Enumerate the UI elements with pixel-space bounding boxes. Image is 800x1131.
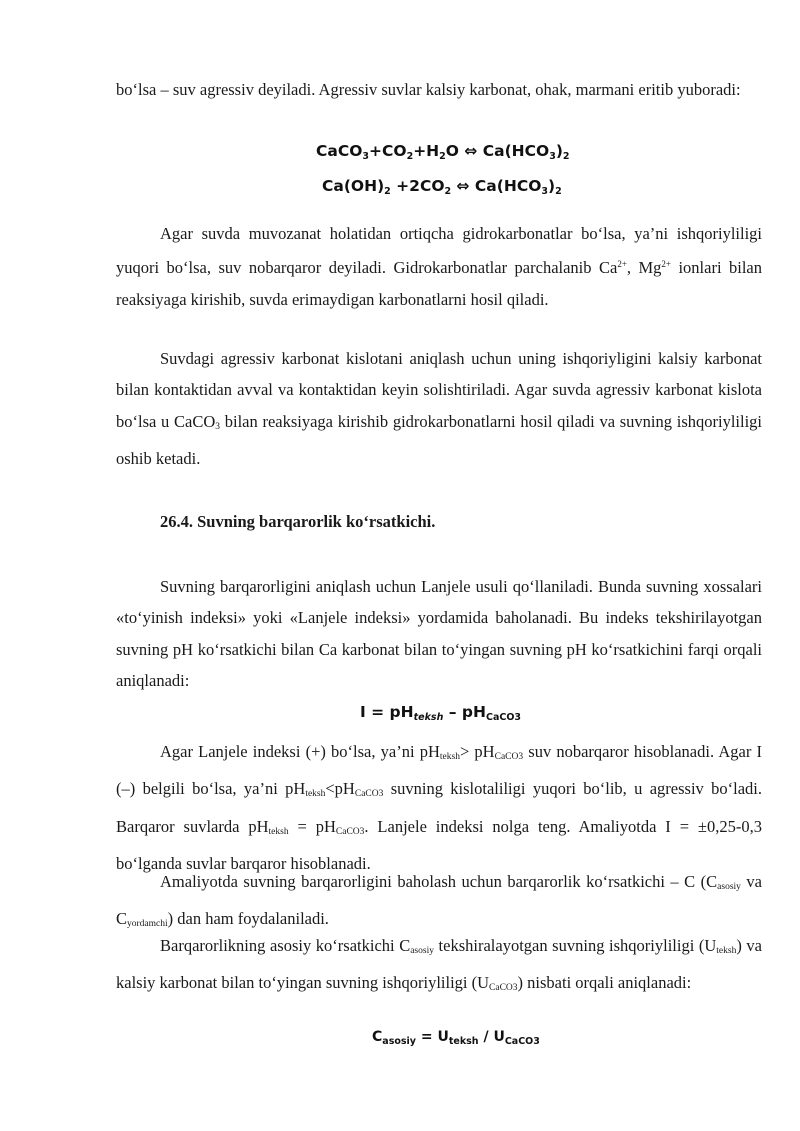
equation-caco3-dissolution: $CaCO_3+CO_2+H_2O$ ⇔ $Ca(HCO_3)_2$ [316, 142, 570, 162]
equation-caoh2-reaction: $Ca(OH)_2 +2CO_2$ ⇔ $Ca(HCO_3)_2$ [322, 177, 562, 197]
paragraph-6: Amaliyotda suvning barqarorligini baholash uchun barqarorlik ko‘rsatkichi – C ($C_{asosiy}$ va $C_{yordamchi}$) dan ham foydalaniladi. [116, 872, 762, 930]
paragraph-2: Agar suvda muvozanat holatidan ortiqcha gidrokarbonatlar bo‘lsa, ya’ni ishqoriyliligi yuqori bo‘lsa, suv nobarqaror deyiladi. Gidrokarbonatlar parchalanib $Ca^{2+}$, $Mg^{2+}$ ionlari bilan reaksiyaga kirishib, suvda erimaydigan karbonatlarni hosil qiladi. [116, 224, 763, 309]
section-heading: 26.4. Suvning barqarorlik ko‘rsatkichi. [160, 512, 436, 531]
paragraph-7: Barqarorlikning asosiy ko‘rsatkichi $C_{asosiy}$ tekshiralayotgan suvning ishqoriyliligi $(U_{teksh})$ va kalsiy karbonat bilan to‘yingan suvning ishqoriyliligi $(U_{CaCO3})$ nisbati orqali aniqlanadi: [116, 936, 762, 994]
paragraph-1: bo‘lsa – suv agressiv deyiladi. Agressiv suvlar kalsiy karbonat, ohak, marmani eritib yuboradi: [116, 80, 741, 99]
paragraph-3: Suvdagi agressiv karbonat kislotani aniqlash uchun uning ishqoriyligini kalsiy karbonat bilan kontaktidan avval va kontaktidan keyin solishtiriladi. Agar suvda agressiv karbonat kislota bo‘lsa u CaCO$_3$ bilan reaksiyaga kirishib gidrokarbonatlarni hosil qiladi va suvning ishqoriyliligi oshib ketadi. [116, 349, 762, 469]
paragraph-5: Agar Lanjele indeksi (+) bo‘lsa, ya’ni $pH_{teksh}> pH_{CaCO3}$ suv nobarqaror hisoblanadi. Agar I (–) belgili bo‘lsa, ya’ni $pH_{teksh}<pH_{CaCO3}$ suvning kislotaliligi yuqori bo‘lib, u agressiv bo‘ladi. Barqaror suvlarda $pH_{teksh} = pH_{CaCO3}$. Lanjele indeksi nolga teng. Amaliyotda I = ±0,25-0,3 bo‘lganda suvlar barqaror hisoblanadi. [116, 742, 762, 874]
equation-lanjele-index: $I = pH_{teksh} - pH_{CaCO3}$ [360, 703, 522, 723]
equation-c-asosiy: $C_{asosiy} = U_{teksh} / U_{CaCO3}$ [372, 1029, 540, 1047]
paragraph-4: Suvning barqarorligini aniqlash uchun Lanjele usuli qo‘llaniladi. Bunda suvning xossalari «to‘yinish indeksi» yoki «Lanjele indeksi» yordamida baholanadi. Bu indeks tekshirilayotgan suvning pH ko‘rsatkichi bilan Ca karbonat bilan to‘yingan suvning pH ko‘rsatkichini farqi orqali aniqlanadi: [116, 577, 762, 691]
